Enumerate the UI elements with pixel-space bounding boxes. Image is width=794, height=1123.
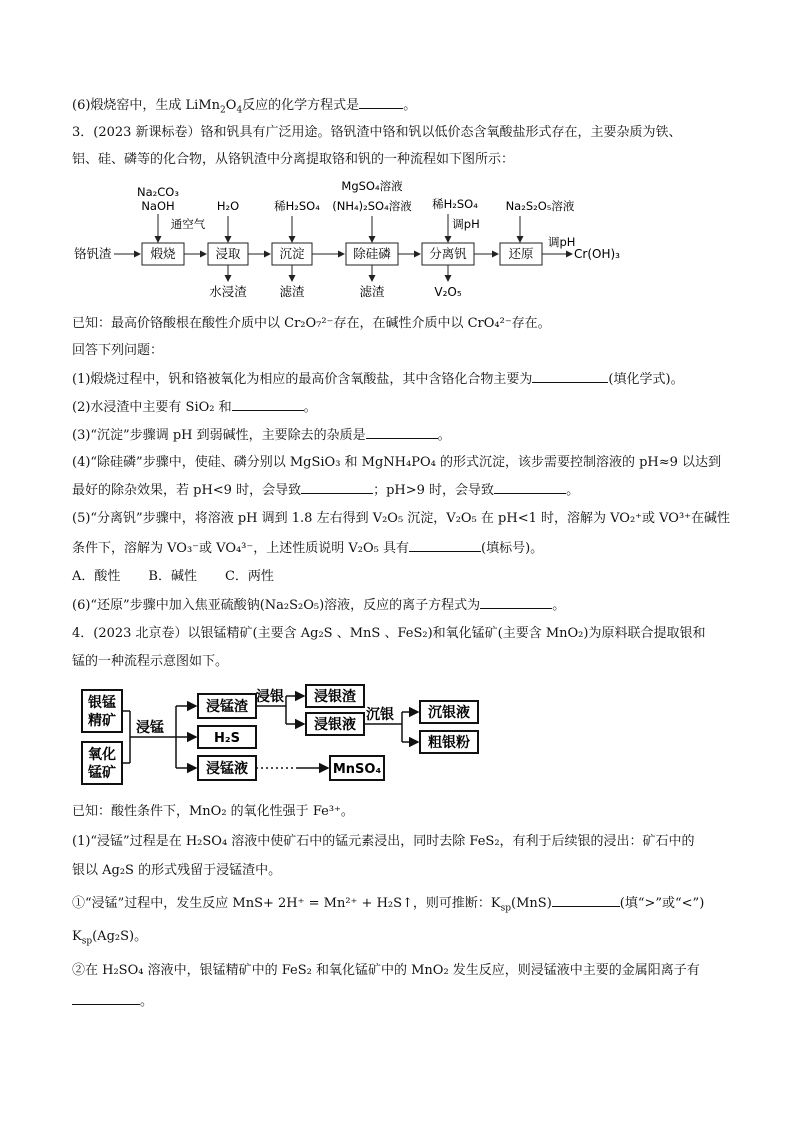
reagent-air: 通空气 (170, 217, 206, 231)
input1-line1: 银锰 (88, 695, 116, 711)
reagent-naoh: NaOH (141, 199, 175, 213)
q3-sub2 (72, 398, 317, 417)
reagent-h2o: H₂O (216, 199, 240, 213)
q4-q1-ksub: sp (81, 936, 93, 947)
q4-q1-ag2s: (Ag₂S)。 (92, 929, 148, 944)
q4-part1-q1-line2 (72, 928, 147, 946)
product-v2o5: V₂O₅ (434, 285, 462, 299)
step-separate-v-label: 分离钒 (429, 246, 467, 261)
reagent-na2s2o5: Na₂S₂O₅溶液 (505, 199, 575, 213)
q3-sub4-text-c: ；pH>9 时，会导致 (373, 483, 495, 498)
q6-prev-sub2: 4 (236, 105, 243, 116)
reagent-dil-h2so4-1: 稀H₂SO₄ (274, 199, 320, 213)
q3-sub2-tail: 。 (303, 400, 317, 415)
q6-prev-end: 。 (403, 98, 417, 113)
answer-blank[interactable] (494, 481, 566, 494)
option-a[interactable]: A．酸性 (72, 569, 121, 584)
answer-blank[interactable] (359, 96, 403, 109)
step-leach-ag: 浸银 (256, 689, 284, 705)
q4-part1-line1: (1)“浸锰”过程是在 H₂SO₄ 溶液中使矿石中的锰元素浸出，同时去除 FeS₂，有利于后续银的浸出：矿石中的 (72, 834, 695, 849)
q4-part1-q2-line2 (72, 992, 153, 1011)
option-b[interactable]: B．碱性 (148, 569, 197, 584)
q3-sub3-text: (3)“沉淀”步骤调 pH 到弱碱性，主要除去的杂质是 (72, 428, 366, 443)
q3-sub5-line1: (5)“分离钒”步骤中，将溶液 pH 调到 1.8 左右得到 V₂O₅ 沉淀，V₂O₅ 在 pH<1 时，溶解为 VO₂⁺或 VO³⁺在碱性 (72, 511, 731, 526)
mn-leach-residue-label: 浸锰渣 (206, 699, 248, 715)
answer-blank[interactable] (409, 539, 481, 552)
q3-sub5-text-c: (填标号)。 (481, 541, 544, 556)
q3-ask: 回答下列问题： (72, 343, 164, 358)
q3-sub6-tail: 。 (552, 598, 566, 613)
q3-sub2-text: (2)水浸渣中主要有 SiO₂ 和 (72, 400, 232, 415)
q3-sub4-line1: (4)“除硅磷”步骤中，使硅、磷分别以 MgSiO₃ 和 MgNH₄PO₄ 的形式沉淀，该步需要控制溶液的 pH≈9 以达到 (72, 455, 722, 470)
input2-line2: 锰矿 (88, 765, 116, 781)
reagent-nh4so4: (NH₄)₂SO₄溶液 (332, 199, 412, 213)
q6-prev-text-b: O (225, 98, 237, 113)
step-reduce-label: 还原 (508, 246, 534, 261)
answer-blank[interactable] (480, 596, 552, 609)
q4-known: 已知：酸性条件下，MnO₂ 的氧化性强于 Fe³⁺。 (72, 804, 354, 819)
q4-q1-mns: (MnS) (511, 896, 552, 911)
byproduct-filter-residue-1: 滤渣 (279, 284, 305, 299)
q3-known: 已知：最高价铬酸根在酸性介质中以 Cr₂O₇²⁻存在，在碱性介质中以 CrO₄²⁻存在。 (72, 316, 551, 331)
q3-sub5-text-b: 条件下，溶解为 VO₃⁻或 VO₄³⁻，上述性质说明 V₂O₅ 具有 (72, 541, 409, 556)
q3-sub1-text: (1)煅烧过程中，钒和铬被氧化为相应的最高价含氧酸盐，其中含铬化合物主要为 (72, 372, 533, 387)
q6-prev-text-c: 反应的化学方程式是 (242, 98, 360, 113)
step-calcine-label: 煅烧 (150, 246, 176, 261)
reagent-mgso4: MgSO₄溶液 (341, 179, 403, 193)
input-chrome-vanadium-slag: 铬钒渣 (74, 246, 112, 261)
q4-q1-hint: (填“>”或“<”) (619, 896, 705, 911)
answer-blank[interactable] (232, 398, 304, 411)
q3-stem-line1: 3．(2023 新课标卷）铬和钒具有广泛用途。铬钒渣中铬和钒以低价态含氧酸盐形式存在，主要杂质为铁、 (72, 125, 682, 140)
step-precipitate-label: 沉淀 (279, 246, 305, 261)
q4-q1-sub: sp (500, 903, 512, 914)
q4-q1-text-a: ①“浸锰”过程中，发生反应 MnS+ 2H⁺ = Mn²⁺ + H₂S↑，则可推断：K (72, 896, 501, 911)
q4-q1-k: K (72, 929, 82, 944)
option-c[interactable]: C．两性 (224, 569, 274, 584)
q3-sub6-text: (6)“还原”步骤中加入焦亚硫酸钠(Na₂S₂O₅)溶液，反应的离子方程式为 (72, 598, 481, 613)
reagent-dil-h2so4-2: 稀H₂SO₄ (432, 197, 478, 211)
ag-leach-residue-label: 浸银渣 (314, 689, 356, 705)
q3-sub5-line2 (72, 539, 543, 558)
q4-flowchart (76, 684, 496, 790)
h2s-label: H₂S (214, 731, 240, 746)
answer-blank[interactable] (72, 992, 140, 1005)
reagent-adjust-ph-1: 调pH (452, 217, 480, 231)
q3-flowchart (60, 176, 720, 304)
step-precipitate-ag: 沉银 (366, 707, 394, 723)
q4-part1-q1-line1 (72, 894, 704, 913)
q3-sub1 (72, 370, 684, 389)
q4-part1-line2: 银以 Ag₂S 的形式残留于浸锰渣中。 (72, 863, 282, 878)
ag-leach-liquor-label: 浸银液 (314, 717, 356, 733)
q3-stem-line2: 铝、硅、磷等的化合物，从铬钒渣中分离提取铬和钒的一种流程如下图所示： (72, 152, 515, 167)
step-leach-mn: 浸锰 (136, 720, 164, 736)
byproduct-filter-residue-2: 滤渣 (359, 284, 385, 299)
q3-sub3-tail: 。 (437, 428, 451, 443)
reagent-na2co3: Na₂CO₃ (137, 185, 179, 199)
q3-sub1-tail: (填化学式)。 (608, 372, 684, 387)
q4-part1-q2-line1: ②在 H₂SO₄ 溶液中，银锰精矿中的 FeS₂ 和氧化锰矿中的 MnO₂ 发生反应，则浸锰液中主要的金属阳离子有 (72, 963, 700, 978)
q6-previous (72, 96, 416, 115)
q3-sub4-text-b: 最好的除杂效果，若 pH<9 时，会导致 (72, 483, 302, 498)
q4-q2-end: 。 (140, 994, 154, 1009)
step-leach-label: 浸取 (215, 246, 241, 261)
q3-sub4-text-d: 。 (566, 483, 580, 498)
input1-line2: 精矿 (88, 713, 116, 729)
output-cr-oh3: Cr(OH)₃ (574, 247, 620, 261)
q3-sub6 (72, 596, 565, 615)
q3-sub3 (72, 426, 451, 445)
mnso4-label: MnSO₄ (332, 762, 382, 777)
q3-sub4-line2 (72, 481, 579, 500)
q4-stem-line1: 4．(2023 北京卷）以银锰精矿(主要含 Ag₂S 、MnS 、FeS₂)和氧化锰矿(主要含 MnO₂)为原料联合提取银和 (72, 626, 706, 641)
byproduct-water-residue: 水浸渣 (209, 284, 247, 299)
mn-leach-liquor-label: 浸锰液 (206, 761, 248, 777)
ag-precipitate-liquor-label: 沉银液 (428, 705, 470, 721)
q3-options (72, 568, 274, 586)
step-remove-si-p-label: 除硅磷 (353, 246, 391, 261)
answer-blank[interactable] (532, 370, 608, 383)
input2-line1: 氧化 (88, 747, 116, 763)
crude-ag-powder-label: 粗银粉 (428, 735, 470, 751)
answer-blank[interactable] (552, 894, 620, 907)
adjust-ph-2: 调pH (548, 235, 576, 249)
answer-blank[interactable] (366, 426, 438, 439)
q6-prev-text-a: (6)煅烧窑中，生成 LiMn (72, 98, 221, 113)
q6-prev-sub1: 2 (220, 105, 226, 116)
q4-stem-line2: 锰的一种流程示意图如下。 (72, 654, 229, 669)
answer-blank[interactable] (301, 481, 373, 494)
